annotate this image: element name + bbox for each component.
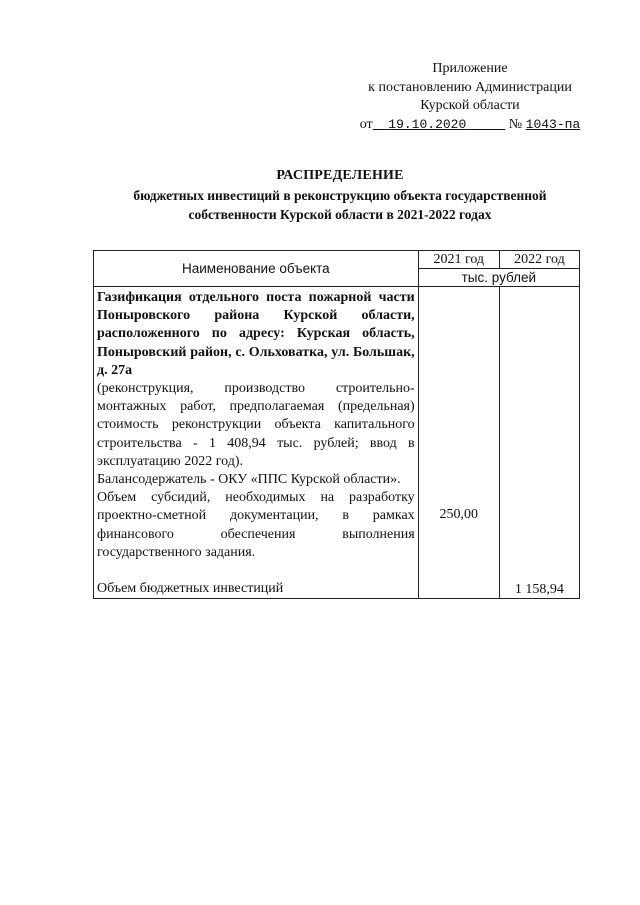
object-title: Газификация отдельного поста пожарной части Поныровского района Курской области, расположенного по адресу: Курская область, Поныровский район, с. Ольховатка, ул. Большак, д. 27а: [97, 290, 415, 378]
date-value: 19.10.2020: [388, 116, 467, 132]
title-heading: РАСПРЕДЕЛЕНИЕ: [276, 168, 404, 183]
header-year-2021: 2021 год: [418, 251, 499, 269]
appendix-block: [330, 60, 610, 134]
header-year-2022: 2022 год: [499, 251, 579, 269]
title-subtitle-line1: бюджетных инвестиций в реконструкцию объекта государственной: [133, 188, 547, 203]
total-2022-value: 1 158,94: [499, 287, 579, 599]
appendix-line3: Курской области: [420, 98, 520, 113]
subsidy-2021-value: 250,00: [439, 507, 478, 522]
object-description: (реконструкция, производство строительно-монтажных работ, предполагаемая (предельная) стоимость реконструкции объекта капитального строительства - 1 408,94 тыс. рублей; ввод в эксплуатацию 2022 год).: [97, 381, 415, 469]
value-2021-cell: [418, 287, 499, 599]
title-subtitle-line2: собственности Курской области в 2021-2022 годах: [188, 207, 492, 222]
table-row: [94, 287, 580, 599]
appendix-line2: к постановлению Администрации: [368, 79, 572, 95]
object-cell: [94, 287, 419, 599]
subsidy-text: Объем субсидий, необходимых на разработку проектно-сметной документации, в рамках финансового обеспечения выполнения государственного задания.: [97, 490, 415, 560]
header-unit: тыс. рублей: [418, 269, 579, 287]
total-label: Объем бюджетных инвестиций: [97, 581, 284, 597]
investment-table: [93, 250, 580, 599]
balance-holder: Балансодержатель - ОКУ «ППС Курской области».: [97, 472, 401, 488]
appendix-line1: Приложение: [432, 61, 508, 76]
document-title: [80, 166, 600, 224]
date-prefix: от: [359, 116, 373, 132]
header-object-name: Наименование объекта: [94, 251, 419, 287]
number-prefix: №: [508, 116, 523, 132]
appendix-date-line: [330, 116, 610, 135]
number-value: 1043-па: [525, 116, 581, 132]
